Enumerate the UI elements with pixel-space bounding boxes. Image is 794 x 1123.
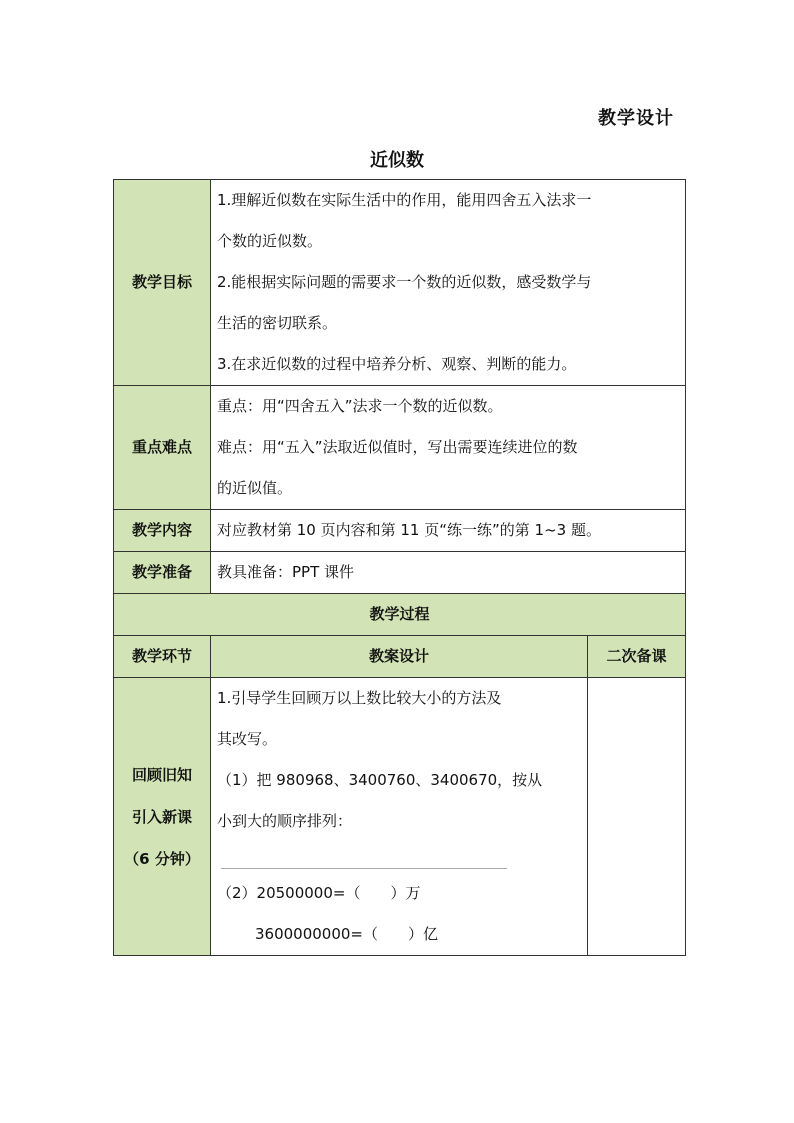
label-teaching-content: 教学内容 — [114, 510, 211, 552]
row-teaching-preparation — [114, 552, 686, 594]
review-label-line3: （6 分钟） — [124, 849, 200, 868]
row-review-intro — [114, 678, 686, 956]
process-section-title: 教学过程 — [114, 594, 686, 636]
review-notes-cell — [588, 678, 686, 956]
column-header-design: 教案设计 — [211, 636, 588, 678]
lesson-title: 近似数 — [370, 150, 424, 171]
row-process-title — [114, 594, 686, 636]
review-content — [211, 678, 588, 956]
row-key-points — [114, 386, 686, 510]
teaching-preparation-text: 教具准备：PPT 课件 — [217, 563, 355, 581]
row-teaching-content — [114, 510, 686, 552]
goals-content — [211, 180, 686, 386]
goal-line: 2.能根据实际问题的需要求一个数的近似数，感受数学与 — [217, 273, 592, 291]
review-question-2: （2）20500000=（ ）万 — [217, 884, 421, 902]
key-point-line: 难点：用“五入”法取近似值时，写出需要连续进位的数 — [217, 438, 578, 456]
key-point-line: 的近似值。 — [217, 479, 293, 497]
row-teaching-goals — [114, 180, 686, 386]
review-line: （1）把 980968、3400760、3400670，按从 — [217, 771, 543, 789]
review-label-line2: 引入新课 — [131, 807, 192, 826]
answer-blank-line — [221, 842, 507, 869]
label-teaching-preparation: 教学准备 — [114, 552, 211, 594]
row-process-columns — [114, 636, 686, 678]
document-header-title: 教学设计 — [598, 108, 674, 129]
goal-line: 个数的近似数。 — [217, 232, 323, 250]
key-point-line: 重点：用“四舍五入”法求一个数的近似数。 — [217, 397, 503, 415]
label-key-points: 重点难点 — [114, 386, 211, 510]
lesson-plan-table — [113, 179, 686, 956]
column-header-notes: 二次备课 — [588, 636, 686, 678]
key-points-content — [211, 386, 686, 510]
label-review-intro — [114, 678, 211, 956]
review-line: 1.引导学生回顾万以上数比较大小的方法及 — [217, 689, 502, 707]
label-teaching-goals: 教学目标 — [114, 180, 211, 386]
column-header-stage: 教学环节 — [114, 636, 211, 678]
goal-line: 3.在求近似数的过程中培养分析、观察、判断的能力。 — [217, 355, 577, 373]
review-label-line1: 回顾旧知 — [131, 765, 192, 784]
review-question-2-part-b: 3600000000=（ ）亿 — [255, 925, 439, 943]
review-line: 其改写。 — [217, 730, 278, 748]
teaching-content-text: 对应教材第 10 页内容和第 11 页“练一练”的第 1~3 题。 — [217, 521, 601, 539]
goal-line: 生活的密切联系。 — [217, 314, 338, 332]
review-line: 小到大的顺序排列： — [217, 812, 353, 830]
goal-line: 1.理解近似数在实际生活中的作用，能用四舍五入法求一 — [217, 191, 592, 209]
